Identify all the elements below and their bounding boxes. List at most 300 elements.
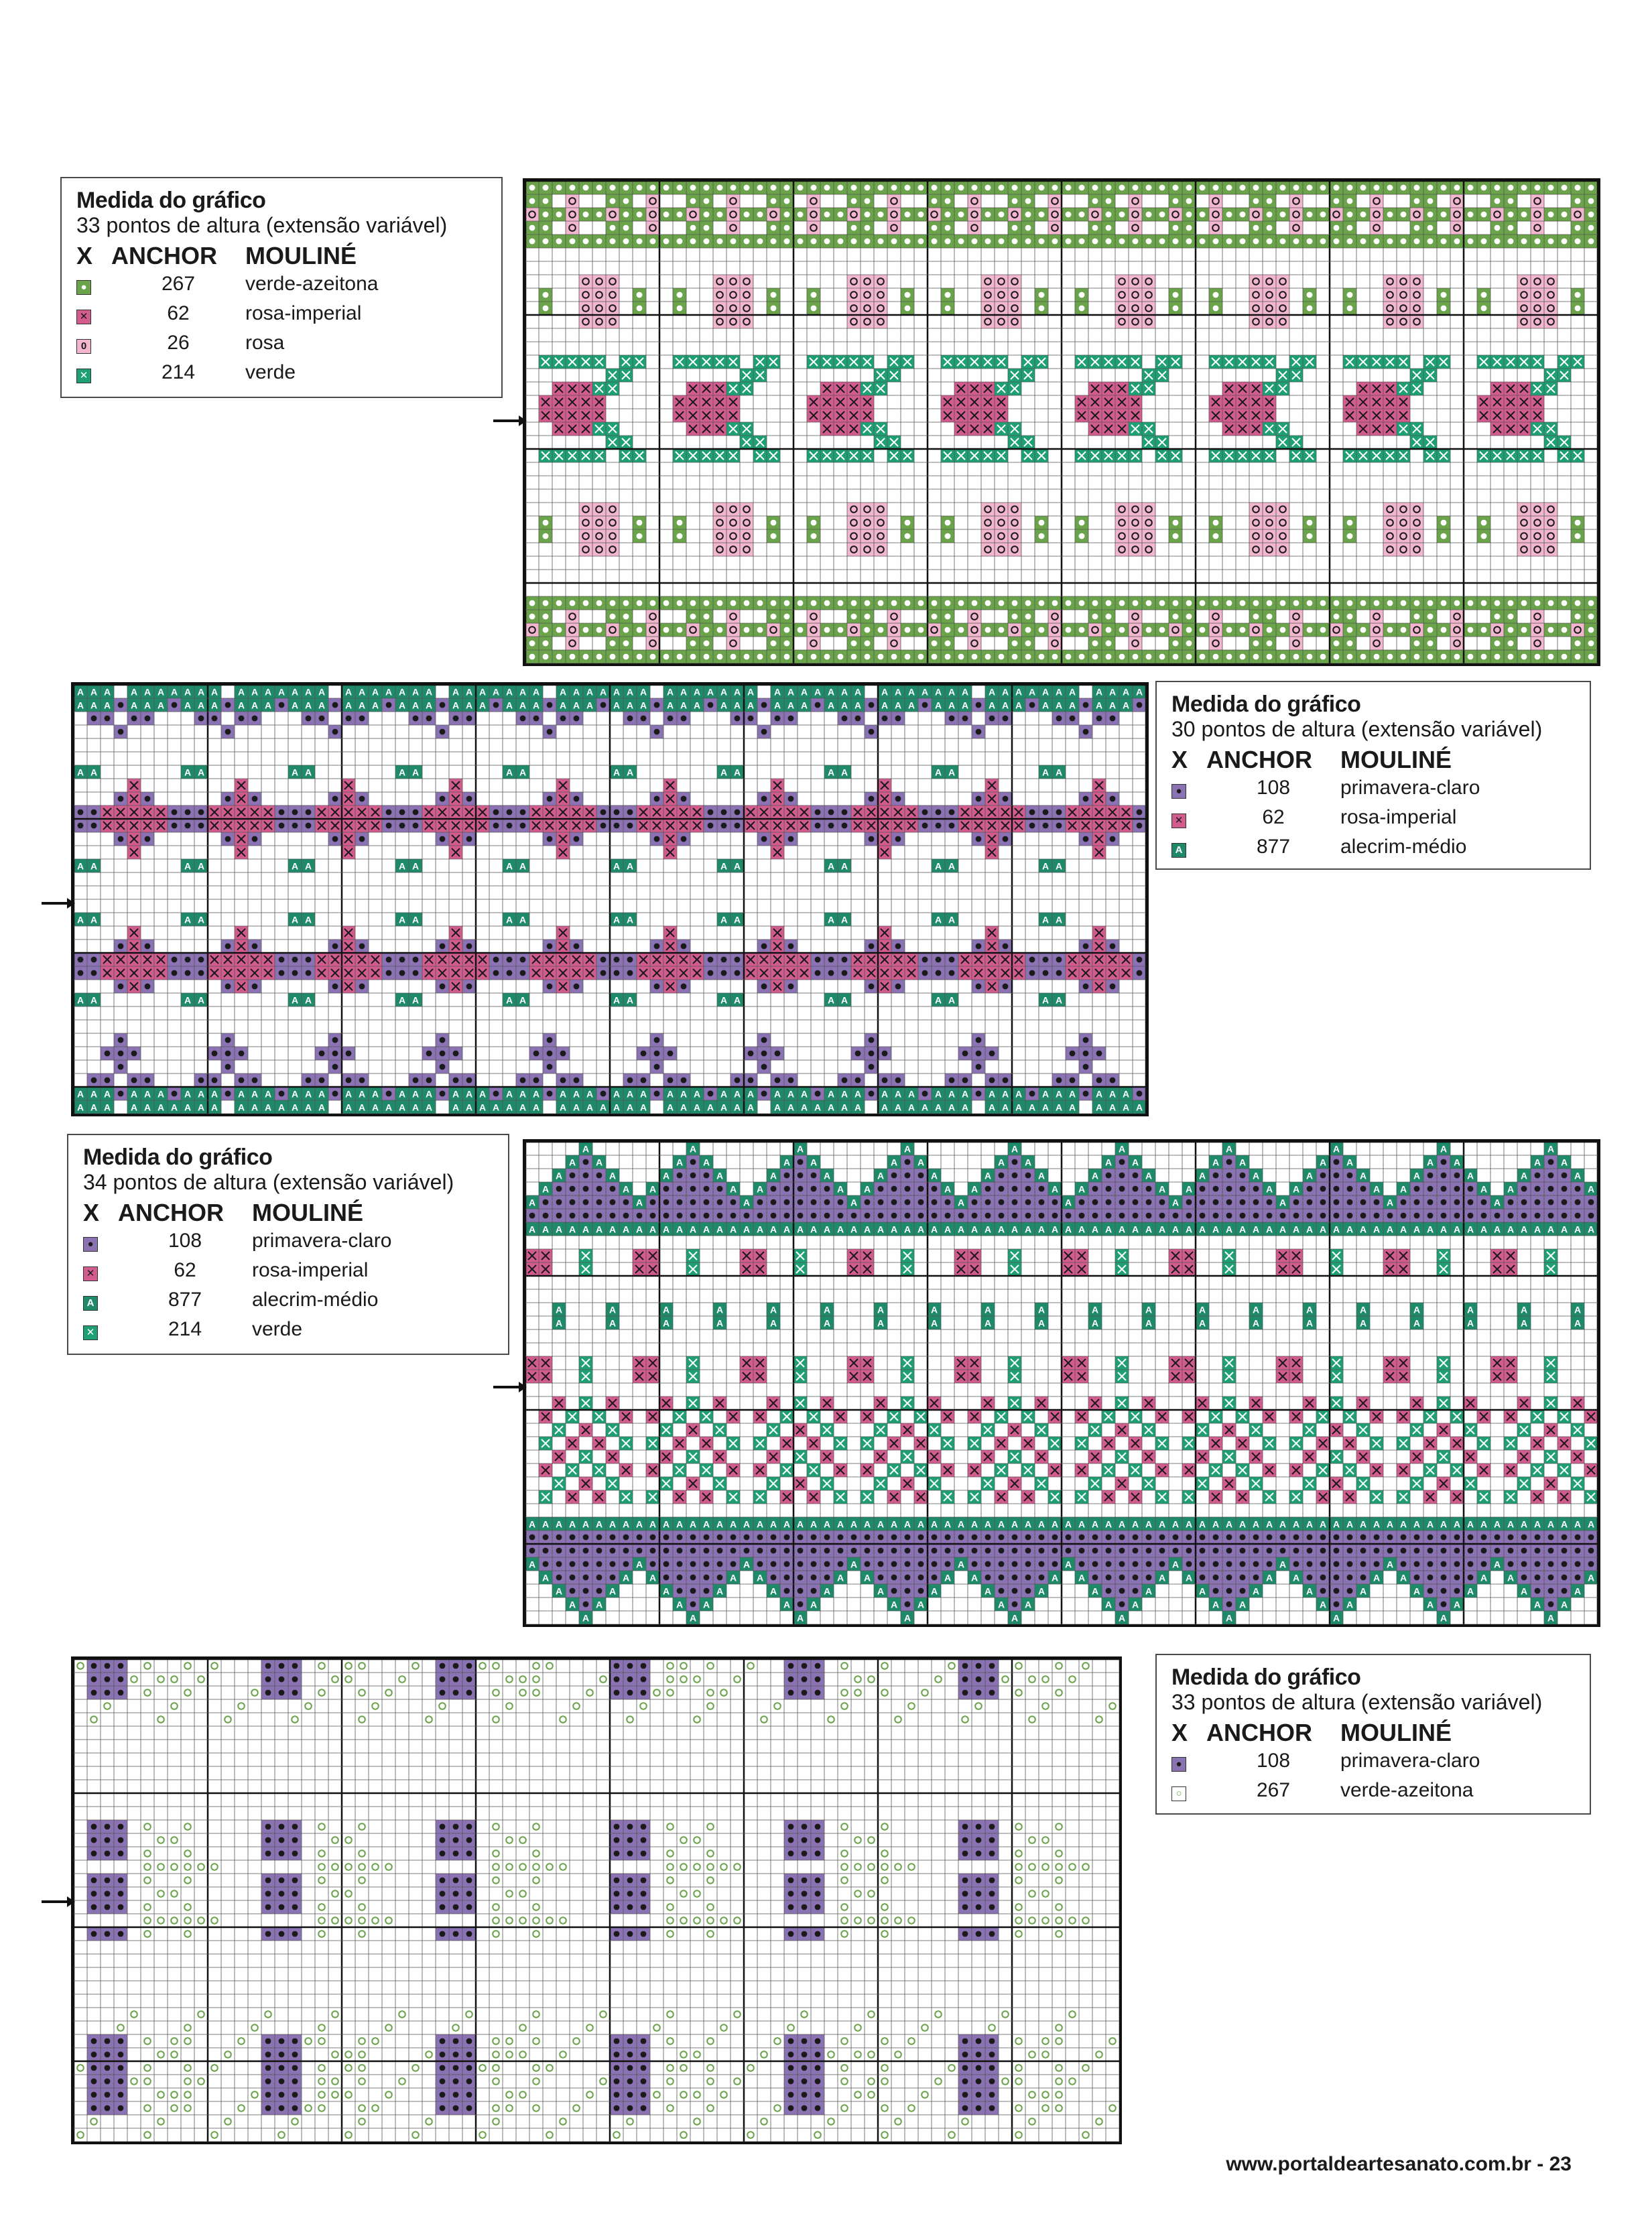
cross-icon: ✕ (83, 1325, 98, 1340)
svg-text:A: A (492, 1102, 500, 1113)
svg-text:A: A (729, 1183, 737, 1195)
svg-text:A: A (519, 686, 527, 698)
svg-text:A: A (854, 686, 862, 698)
svg-text:A: A (1225, 1224, 1233, 1235)
svg-text:A: A (1015, 1088, 1023, 1100)
svg-text:A: A (103, 1102, 111, 1113)
svg-text:A: A (237, 1102, 245, 1113)
svg-text:A: A (1587, 1224, 1595, 1235)
svg-text:A: A (1292, 1224, 1300, 1235)
svg-text:A: A (840, 767, 848, 778)
svg-text:A: A (716, 1224, 724, 1235)
svg-text:A: A (1055, 914, 1063, 925)
svg-text:A: A (1001, 700, 1009, 711)
svg-text:A: A (586, 700, 594, 711)
svg-text:A: A (702, 1157, 710, 1168)
svg-text:A: A (680, 686, 688, 698)
svg-text:A: A (1171, 1224, 1180, 1235)
svg-text:A: A (881, 686, 889, 698)
svg-text:A: A (519, 700, 527, 711)
svg-text:A: A (997, 1224, 1005, 1235)
svg-text:A: A (639, 1088, 647, 1100)
svg-text:A: A (1386, 1224, 1394, 1235)
svg-text:A: A (756, 1183, 764, 1195)
svg-text:A: A (103, 1088, 111, 1100)
svg-text:A: A (582, 1224, 590, 1235)
svg-text:A: A (465, 686, 473, 698)
svg-text:A: A (76, 994, 84, 1006)
svg-text:A: A (344, 686, 353, 698)
svg-text:A: A (1466, 1170, 1474, 1181)
svg-text:A: A (197, 1102, 205, 1113)
svg-text:A: A (747, 700, 755, 711)
svg-text:A: A (666, 700, 674, 711)
svg-text:A: A (800, 686, 808, 698)
svg-text:A: A (1001, 686, 1009, 698)
svg-text:A: A (934, 914, 942, 925)
svg-text:A: A (948, 1088, 956, 1100)
legend-3 (67, 1134, 509, 1355)
svg-text:A: A (840, 860, 848, 872)
svg-text:A: A (1507, 1224, 1515, 1235)
svg-text:A: A (666, 1102, 674, 1113)
cross-icon: ✕ (76, 310, 91, 324)
svg-text:A: A (863, 1183, 871, 1195)
svg-text:A: A (184, 700, 192, 711)
svg-text:A: A (1095, 1088, 1103, 1100)
svg-text:A: A (519, 994, 527, 1006)
svg-text:A: A (251, 686, 259, 698)
svg-text:A: A (425, 1088, 433, 1100)
svg-text:A: A (1346, 1157, 1354, 1168)
svg-text:A: A (1055, 994, 1063, 1006)
svg-text:A: A (948, 686, 956, 698)
svg-text:A: A (702, 1224, 710, 1235)
svg-text:A: A (613, 686, 621, 698)
svg-text:A: A (626, 994, 634, 1006)
svg-text:A: A (1001, 1102, 1009, 1113)
svg-text:A: A (649, 1183, 657, 1195)
svg-text:A: A (1041, 994, 1050, 1006)
legend-row: A 877 alecrim-médio (83, 1285, 493, 1315)
svg-text:A: A (197, 767, 205, 778)
svg-text:A: A (747, 1102, 755, 1113)
svg-text:A: A (90, 860, 98, 872)
svg-text:A: A (197, 686, 205, 698)
svg-text:A: A (666, 686, 674, 698)
svg-text:A: A (318, 686, 326, 698)
svg-text:A: A (729, 1224, 737, 1235)
svg-text:A: A (595, 1157, 603, 1168)
svg-text:A: A (626, 860, 634, 872)
svg-text:A: A (1028, 686, 1036, 698)
svg-text:A: A (626, 686, 634, 698)
svg-text:A: A (197, 700, 205, 711)
svg-text:A: A (411, 860, 420, 872)
svg-text:A: A (572, 686, 580, 698)
chart-2 (71, 682, 1149, 1116)
svg-text:A: A (840, 686, 848, 698)
svg-text:A: A (733, 860, 741, 872)
svg-text:A: A (693, 1088, 701, 1100)
svg-text:A: A (827, 700, 835, 711)
svg-text:A: A (676, 1224, 684, 1235)
svg-text:A: A (411, 994, 420, 1006)
svg-text:A: A (1359, 1304, 1367, 1315)
svg-text:A: A (733, 1088, 741, 1100)
svg-text:A: A (237, 686, 245, 698)
svg-text:A: A (1104, 1157, 1113, 1168)
svg-text:A: A (773, 1088, 781, 1100)
svg-text:A: A (934, 700, 942, 711)
svg-text:A: A (1252, 1170, 1260, 1181)
svg-text:A: A (304, 767, 312, 778)
svg-text:A: A (810, 1157, 818, 1168)
svg-text:A: A (747, 686, 755, 698)
svg-text:A: A (371, 1102, 379, 1113)
svg-text:A: A (519, 1102, 527, 1113)
svg-text:A: A (1440, 1224, 1448, 1235)
svg-text:A: A (344, 1088, 353, 1100)
svg-text:A: A (970, 1183, 978, 1195)
svg-text:A: A (1574, 1304, 1582, 1315)
svg-text:A: A (921, 686, 929, 698)
svg-text:A: A (1332, 1143, 1340, 1155)
svg-text:A: A (609, 1170, 617, 1181)
svg-text:A: A (291, 994, 299, 1006)
svg-text:A: A (1453, 1224, 1461, 1235)
svg-text:A: A (1108, 700, 1117, 711)
svg-text:A: A (957, 1224, 965, 1235)
legend-row: ✕ 62 rosa-imperial (1171, 803, 1575, 832)
svg-text:A: A (961, 700, 969, 711)
svg-text:A: A (863, 1224, 871, 1235)
legend-header: X ANCHOR MOULINÉ (1171, 1719, 1452, 1746)
svg-text:A: A (1252, 1304, 1260, 1315)
svg-text:A: A (840, 1102, 848, 1113)
svg-text:A: A (984, 1170, 992, 1181)
svg-text:A: A (827, 1088, 835, 1100)
svg-text:A: A (197, 994, 205, 1006)
legend-header: X ANCHOR MOULINÉ (83, 1199, 363, 1226)
svg-text:A: A (1095, 700, 1103, 711)
svg-text:A: A (894, 1102, 902, 1113)
svg-text:A: A (1306, 1304, 1314, 1315)
svg-text:A: A (823, 1224, 831, 1235)
svg-text:A: A (197, 1088, 205, 1100)
svg-text:A: A (103, 686, 111, 698)
svg-text:A: A (411, 1102, 420, 1113)
svg-text:A: A (291, 860, 299, 872)
svg-text:A: A (814, 1102, 822, 1113)
svg-text:A: A (1574, 1224, 1582, 1235)
svg-text:A: A (371, 700, 379, 711)
svg-text:A: A (90, 767, 98, 778)
svg-text:A: A (944, 1224, 952, 1235)
svg-text:A: A (251, 1102, 259, 1113)
svg-text:A: A (398, 767, 406, 778)
svg-text:A: A (1332, 1224, 1340, 1235)
svg-text:A: A (626, 1088, 634, 1100)
svg-text:A: A (251, 700, 259, 711)
svg-text:A: A (639, 1102, 647, 1113)
svg-text:A: A (76, 767, 84, 778)
svg-text:A: A (1560, 1224, 1568, 1235)
svg-text:A: A (903, 1224, 911, 1235)
svg-text:A: A (532, 1088, 540, 1100)
center-arrow-1 (493, 419, 521, 422)
svg-text:A: A (555, 1224, 563, 1235)
svg-text:A: A (1131, 1157, 1139, 1168)
svg-text:A: A (1587, 1183, 1595, 1195)
svg-text:A: A (90, 686, 98, 698)
svg-text:A: A (1547, 1143, 1555, 1155)
svg-text:A: A (1131, 1224, 1139, 1235)
svg-text:A: A (1426, 1224, 1434, 1235)
center-arrow-3 (493, 1386, 521, 1388)
svg-text:A: A (555, 1304, 563, 1315)
svg-text:A: A (90, 1102, 98, 1113)
svg-text:A: A (1041, 1102, 1050, 1113)
svg-text:A: A (769, 1224, 777, 1235)
svg-text:A: A (568, 1224, 576, 1235)
svg-text:A: A (210, 686, 218, 698)
svg-text:A: A (277, 1102, 285, 1113)
svg-text:A: A (1068, 686, 1076, 698)
svg-text:A: A (948, 914, 956, 925)
svg-text:A: A (984, 1304, 992, 1315)
svg-text:A: A (693, 686, 701, 698)
svg-text:A: A (1001, 1088, 1009, 1100)
svg-text:A: A (1108, 1088, 1117, 1100)
svg-text:A: A (1480, 1224, 1488, 1235)
svg-text:A: A (452, 1102, 460, 1113)
svg-text:A: A (291, 1088, 299, 1100)
svg-text:A: A (1135, 1102, 1143, 1113)
svg-text:A: A (1024, 1157, 1032, 1168)
svg-text:A: A (907, 1088, 915, 1100)
svg-text:A: A (689, 1143, 697, 1155)
legend-row: ✕ 214 verde (76, 358, 487, 387)
svg-text:A: A (1426, 1157, 1434, 1168)
svg-text:A: A (1091, 1170, 1099, 1181)
svg-text:A: A (505, 860, 513, 872)
svg-text:A: A (783, 1224, 791, 1235)
svg-text:A: A (465, 700, 473, 711)
center-arrow-2 (42, 902, 70, 905)
svg-text:A: A (930, 1224, 938, 1235)
svg-text:A: A (371, 1088, 379, 1100)
svg-text:A: A (800, 1088, 808, 1100)
svg-text:A: A (800, 1102, 808, 1113)
svg-text:A: A (90, 1088, 98, 1100)
svg-text:A: A (1041, 860, 1050, 872)
svg-text:A: A (452, 700, 460, 711)
svg-text:A: A (720, 860, 728, 872)
svg-text:A: A (237, 700, 245, 711)
svg-text:A: A (796, 1143, 804, 1155)
svg-text:A: A (907, 686, 915, 698)
legend-title: Medida do gráfico (76, 188, 266, 213)
legend-header: X ANCHOR MOULINÉ (1171, 746, 1452, 773)
svg-text:A: A (823, 1170, 831, 1181)
svg-text:A: A (662, 1170, 670, 1181)
svg-text:A: A (157, 1102, 165, 1113)
chart-3 (523, 1139, 1600, 1627)
svg-text:A: A (237, 1088, 245, 1100)
svg-text:A: A (626, 767, 634, 778)
svg-text:A: A (157, 1088, 165, 1100)
svg-text:A: A (385, 686, 393, 698)
svg-text:A: A (210, 700, 218, 711)
svg-text:A: A (840, 914, 848, 925)
chart-1 (523, 178, 1600, 666)
svg-text:A: A (425, 700, 433, 711)
svg-text:A: A (1185, 1224, 1193, 1235)
svg-text:A: A (613, 767, 621, 778)
svg-text:A: A (1440, 1143, 1448, 1155)
svg-text:A: A (1386, 1197, 1394, 1208)
svg-text:A: A (1466, 1304, 1474, 1315)
svg-text:A: A (76, 1102, 84, 1113)
svg-text:A: A (1055, 700, 1063, 711)
svg-text:A: A (1306, 1224, 1314, 1235)
svg-text:A: A (479, 700, 487, 711)
svg-text:A: A (773, 700, 781, 711)
svg-text:A: A (318, 700, 326, 711)
svg-text:A: A (425, 686, 433, 698)
svg-text:A: A (291, 767, 299, 778)
svg-text:A: A (304, 686, 312, 698)
svg-text:A: A (532, 700, 540, 711)
svg-text:A: A (1037, 1170, 1045, 1181)
svg-text:A: A (930, 1170, 938, 1181)
svg-text:A: A (595, 1224, 603, 1235)
svg-text:A: A (769, 1304, 777, 1315)
svg-text:A: A (689, 1224, 697, 1235)
svg-text:A: A (291, 700, 299, 711)
svg-text:A: A (358, 700, 366, 711)
svg-text:A: A (720, 686, 728, 698)
svg-text:A: A (827, 767, 835, 778)
svg-text:A: A (1373, 1224, 1381, 1235)
legend-title: Medida do gráfico (1171, 1665, 1361, 1690)
svg-text:A: A (1171, 1197, 1180, 1208)
legend-title: Medida do gráfico (1171, 692, 1361, 717)
svg-text:A: A (823, 1304, 831, 1315)
svg-text:A: A (304, 860, 312, 872)
svg-text:A: A (1118, 1143, 1126, 1155)
svg-text:A: A (756, 1224, 764, 1235)
svg-text:A: A (184, 686, 192, 698)
svg-text:A: A (988, 700, 996, 711)
svg-text:A: A (957, 1197, 965, 1208)
svg-text:A: A (970, 1224, 978, 1235)
svg-text:A: A (568, 1157, 576, 1168)
svg-text:A: A (635, 1197, 643, 1208)
svg-text:A: A (921, 1102, 929, 1113)
svg-text:A: A (800, 700, 808, 711)
svg-text:A: A (1015, 700, 1023, 711)
svg-text:A: A (184, 1102, 192, 1113)
svg-text:A: A (1122, 686, 1130, 698)
cross-icon: ✕ (1171, 813, 1186, 828)
svg-text:A: A (465, 1102, 473, 1113)
svg-text:A: A (1037, 1304, 1045, 1315)
svg-text:A: A (1533, 1157, 1541, 1168)
svg-text:A: A (479, 1088, 487, 1100)
svg-text:A: A (1041, 767, 1050, 778)
svg-text:A: A (1319, 1157, 1327, 1168)
svg-text:A: A (680, 1088, 688, 1100)
svg-text:A: A (130, 686, 138, 698)
svg-text:A: A (1265, 1224, 1273, 1235)
svg-text:A: A (411, 1088, 420, 1100)
svg-text:A: A (1055, 767, 1063, 778)
svg-text:A: A (1064, 1197, 1072, 1208)
svg-text:A: A (318, 1102, 326, 1113)
svg-text:A: A (304, 700, 312, 711)
svg-text:A: A (854, 1102, 862, 1113)
svg-text:A: A (840, 700, 848, 711)
svg-text:A: A (411, 767, 420, 778)
svg-text:A: A (1024, 1224, 1032, 1235)
svg-text:A: A (452, 686, 460, 698)
svg-text:A: A (1252, 1224, 1260, 1235)
svg-text:A: A (796, 1224, 804, 1235)
svg-text:A: A (291, 686, 299, 698)
svg-text:A: A (894, 686, 902, 698)
svg-text:A: A (559, 700, 567, 711)
svg-text:A: A (398, 994, 406, 1006)
svg-text:A: A (894, 1088, 902, 1100)
svg-text:A: A (532, 686, 540, 698)
svg-text:A: A (903, 1143, 911, 1155)
svg-text:A: A (1104, 1224, 1113, 1235)
svg-text:A: A (398, 686, 406, 698)
svg-text:A: A (358, 686, 366, 698)
svg-text:A: A (1145, 1170, 1153, 1181)
svg-text:A: A (877, 1224, 885, 1235)
svg-text:A: A (635, 1224, 643, 1235)
svg-text:A: A (586, 686, 594, 698)
center-arrow-4 (42, 1900, 70, 1903)
legend-subtitle: 30 pontos de altura (extensão variável) (1171, 717, 1543, 741)
svg-text:A: A (613, 1088, 621, 1100)
svg-text:A: A (143, 686, 151, 698)
svg-text:A: A (170, 1102, 178, 1113)
svg-text:A: A (720, 1102, 728, 1113)
svg-text:A: A (944, 1183, 952, 1195)
svg-text:A: A (555, 1170, 563, 1181)
svg-text:A: A (251, 1088, 259, 1100)
svg-text:A: A (988, 686, 996, 698)
svg-text:A: A (1064, 1224, 1072, 1235)
svg-text:A: A (666, 1088, 674, 1100)
svg-text:A: A (894, 700, 902, 711)
svg-text:A: A (1399, 1224, 1407, 1235)
svg-text:A: A (130, 1102, 138, 1113)
svg-text:A: A (733, 1102, 741, 1113)
svg-text:A: A (850, 1224, 858, 1235)
svg-text:A: A (827, 860, 835, 872)
svg-text:A: A (840, 994, 848, 1006)
svg-text:A: A (997, 1157, 1005, 1168)
svg-text:A: A (1015, 1102, 1023, 1113)
svg-text:A: A (984, 1224, 992, 1235)
svg-text:A: A (1493, 1224, 1501, 1235)
svg-text:A: A (877, 1304, 885, 1315)
